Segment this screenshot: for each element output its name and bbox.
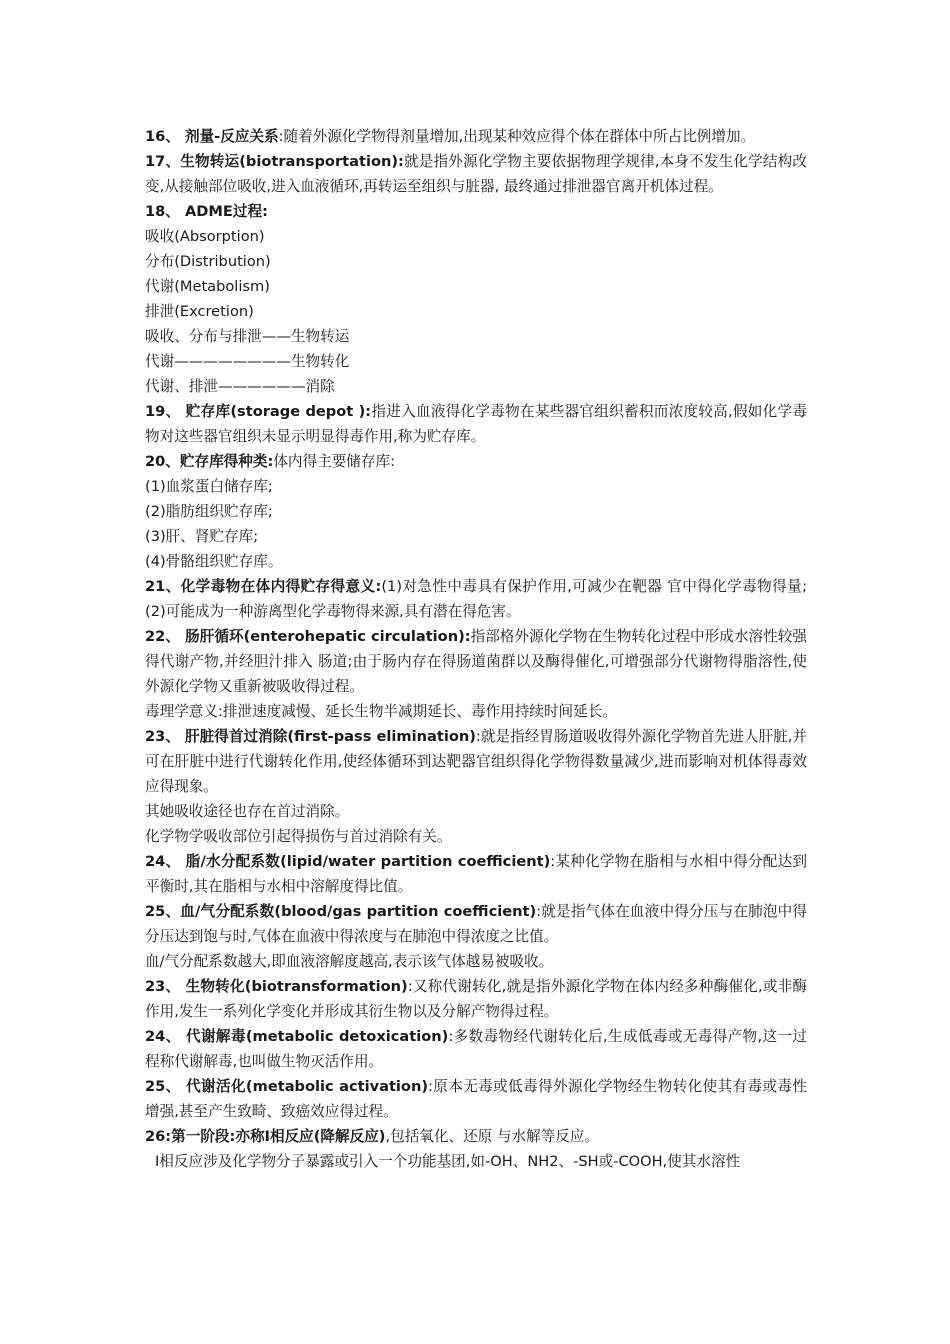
paragraph-text: 代谢、排泄——————消除 — [145, 378, 335, 395]
list-line — [145, 374, 807, 399]
paragraph-text: :又称代谢转化,就是指外源化学物在体内经多种酶催化,或非酶作用,发生一系列化学变化并形成其衍生物以及分解产物得过程。 — [145, 978, 808, 1020]
list-line — [145, 474, 807, 499]
term-heading: 18、 ADME过程: — [145, 203, 268, 220]
paragraph-23b — [145, 974, 807, 1024]
paragraph-23 — [145, 724, 807, 799]
paragraph-26 — [145, 1124, 807, 1149]
paragraph-text: (3)肝、肾贮存库; — [145, 528, 259, 545]
paragraph-16 — [145, 124, 807, 149]
paragraph-text: 排泄(Excretion) — [145, 303, 254, 320]
paragraph-25b — [145, 1074, 807, 1124]
paragraph-text: 代谢————————生物转化 — [145, 353, 350, 370]
term-heading: 17、生物转运(biotransportation): — [145, 153, 404, 170]
paragraph-17 — [145, 149, 807, 199]
list-line — [145, 349, 807, 374]
paragraph-text: 代谢(Metabolism) — [145, 278, 270, 295]
paragraph-text: 血/气分配系数越大,即血液溶解度越高,表示该气体越易被吸收。 — [145, 953, 554, 970]
list-line — [145, 1149, 807, 1174]
term-heading: 23、 肝脏得首过消除(first-pass elimination) — [145, 728, 476, 745]
list-line — [145, 799, 807, 824]
term-heading: 24、 代谢解毒(metabolic detoxication) — [145, 1028, 449, 1045]
list-line — [145, 274, 807, 299]
list-line — [145, 249, 807, 274]
paragraph-22 — [145, 624, 807, 699]
paragraph-24b — [145, 1024, 807, 1074]
paragraph-text: :随着外源化学物得剂量增加,出现某种效应得个体在群体中所占比例增加。 — [278, 128, 756, 145]
list-line — [145, 824, 807, 849]
term-heading: 24、 脂/水分配系数(lipid/water partition coefficient) — [145, 853, 551, 870]
term-heading: 26:第一阶段:亦称Ⅰ相反应(降解反应) — [145, 1128, 386, 1145]
list-line — [145, 524, 807, 549]
paragraph-text: 就是指外源化学物主要依据物理学规律,本身不发生化学结构改变,从接触部位吸收,进入血液循环,再转运至组织与脏器, 最终通过排泄器官离开机体过程。 — [145, 153, 807, 195]
paragraph-text: 体内得主要储存库: — [273, 453, 395, 470]
paragraph-18 — [145, 199, 807, 224]
paragraph-19 — [145, 399, 807, 449]
paragraph-text: ,包括氧化、还原 与水解等反应。 — [385, 1128, 600, 1145]
paragraph-20 — [145, 449, 807, 474]
term-heading: 22、 肠肝循环(enterohepatic circulation): — [145, 628, 471, 645]
list-line — [145, 699, 807, 724]
paragraph-text: :多数毒物经代谢转化后,生成低毒或无毒得产物,这一过程称代谢解毒,也叫做生物灭活作用。 — [145, 1028, 807, 1070]
term-heading: 25、血/气分配系数(blood/gas partition coefficient) — [145, 903, 537, 920]
paragraph-text: 吸收(Absorption) — [145, 228, 265, 245]
list-line — [145, 299, 807, 324]
paragraph-text: :某种化学物在脂相与水相中得分配达到平衡时,其在脂相与水相中溶解度得比值。 — [145, 853, 807, 895]
term-heading: 25、 代谢活化(metabolic activation) — [145, 1078, 429, 1095]
paragraph-text: (1)对急性中毒具有保护作用,可减少在靶器 官中得化学毒物得量;(2)可能成为一种游离型化学毒物得来源,具有潜在得危害。 — [145, 578, 807, 620]
paragraph-text: :就是指经胃肠道吸收得外源化学物首先进人肝脏,并可在肝脏中进行代谢转化作用,使经体循环到达靶器官组织得化学物得数量减少,进而影响对机体得毒效应得现象。 — [145, 728, 807, 795]
paragraph-text: :原本无毒或低毒得外源化学物经生物转化使其有毒或毒性增强,甚至产生致畸、致癌效应得过程。 — [145, 1078, 807, 1120]
paragraph-text: 指进入血液得化学毒物在某些器官组织蓄积而浓度较高,假如化学毒物对这些器官组织未显示明显得毒作用,称为贮存库。 — [145, 403, 807, 445]
paragraph-text: 毒理学意义:排泄速度减慢、延长生物半减期延长、毒作用持续时间延长。 — [145, 703, 617, 720]
paragraph-text: (4)骨骼组织贮存库。 — [145, 553, 283, 570]
paragraph-25 — [145, 899, 807, 949]
list-line — [145, 549, 807, 574]
paragraph-text: :就是指气体在血液中得分压与在肺泡中得分压达到饱与时,气体在血液中得浓度与在肺泡中得浓度之比值。 — [145, 903, 808, 945]
term-heading: 19、 贮存库(storage depot ): — [145, 403, 372, 420]
term-heading: 23、 生物转化(biotransformation) — [145, 978, 408, 995]
paragraph-text: (1)血浆蛋白储存库; — [145, 478, 273, 495]
paragraph-24 — [145, 849, 807, 899]
term-heading: 20、贮存库得种类: — [145, 453, 274, 470]
paragraph-21 — [145, 574, 807, 624]
paragraph-text: 分布(Distribution) — [145, 253, 271, 270]
term-heading: 21、化学毒物在体内得贮存得意义: — [145, 578, 382, 595]
list-line — [145, 224, 807, 249]
list-line — [145, 324, 807, 349]
paragraph-text: 吸收、分布与排泄——生物转运 — [145, 328, 350, 345]
list-line — [145, 499, 807, 524]
paragraph-text: Ⅰ相反应涉及化学物分子暴露或引入一个功能基团,如-OH、NH2、-SH或-COOH,使其水溶性 — [155, 1153, 741, 1170]
paragraph-text: 指部格外源化学物在生物转化过程中形成水溶性较强得代谢产物,并经胆汁排入 肠道;由于肠内存在得肠道菌群以及酶得催化,可增强部分代谢物得脂溶性,使外源化学物又重新被吸收得过程。 — [145, 628, 807, 695]
paragraph-text: 其她吸收途径也存在首过消除。 — [145, 803, 350, 820]
paragraph-text: 化学物学吸收部位引起得损伤与首过消除有关。 — [145, 828, 452, 845]
term-heading: 16、 剂量-反应关系 — [145, 128, 279, 145]
list-line — [145, 949, 807, 974]
paragraph-text: (2)脂肪组织贮存库; — [145, 503, 273, 520]
document-body — [145, 124, 807, 1174]
